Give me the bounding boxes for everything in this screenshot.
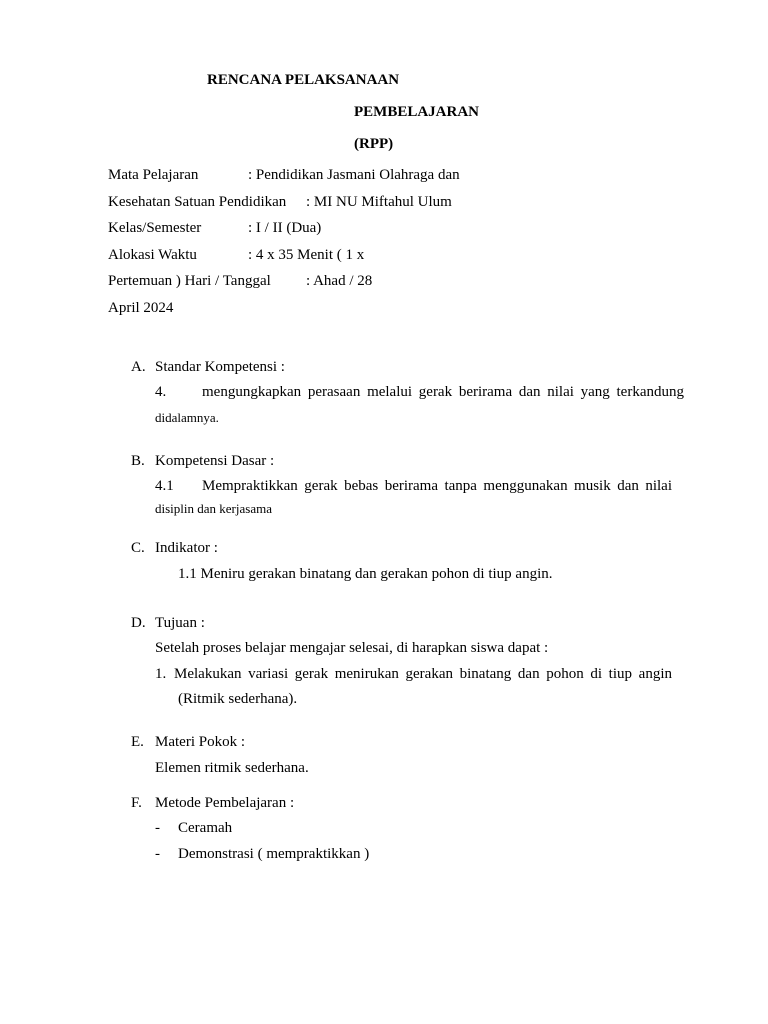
pertemuan-value: : Ahad / 28 [306, 273, 373, 289]
satuan-value: : MI NU Miftahul Ulum [306, 194, 452, 210]
section-c-item: 1.1 Meniru gerakan binatang dan gerakan pohon di tiup angin. [178, 566, 553, 582]
section-f-letter: F. [131, 795, 142, 811]
section-f-bullet: - [155, 820, 160, 836]
section-d-item-number: 1. [155, 666, 167, 682]
section-f-item-text: Demonstrasi ( mempraktikkan ) [178, 846, 370, 862]
satuan-label: Kesehatan Satuan Pendidikan [108, 194, 287, 210]
kelas-value: : I / II (Dua) [248, 220, 322, 236]
section-c-letter: C. [131, 540, 145, 556]
section-b-line-1: Mempraktikkan gerak bebas berirama tanpa menggunakan musik dan nilai [202, 478, 672, 494]
section-a-heading: Standar Kompetensi : [155, 359, 285, 375]
section-c-heading: Indikator : [155, 540, 218, 556]
section-f-bullet: - [155, 846, 160, 862]
section-e-heading: Materi Pokok : [155, 734, 245, 750]
section-a-line-1: mengungkapkan perasaan melalui gerak berirama dan nilai yang terkandung [202, 384, 684, 400]
section-f-heading: Metode Pembelajaran : [155, 795, 295, 811]
section-d-intro: Setelah proses belajar mengajar selesai, di harapkan siswa dapat : [155, 640, 549, 656]
section-b-number: 4.1 [155, 478, 174, 494]
mapel-label: Mata Pelajaran [108, 167, 199, 183]
alokasi-label: Alokasi Waktu [108, 247, 197, 263]
section-e-letter: E. [131, 734, 144, 750]
kelas-label: Kelas/Semester [108, 220, 202, 236]
title-line-1: RENCANA PELAKSANAAN [207, 72, 400, 88]
section-d-item-line-1: Melakukan variasi gerak menirukan gerakan binatang dan pohon di tiup angin [174, 666, 672, 682]
section-d-letter: D. [131, 615, 146, 631]
section-f-item-text: Ceramah [178, 820, 233, 836]
section-d-item-line-2: (Ritmik sederhana). [178, 691, 298, 707]
section-a-line-2: didalamnya. [155, 410, 219, 425]
pertemuan-label: Pertemuan ) Hari / Tanggal [108, 273, 271, 289]
section-b-heading: Kompetensi Dasar : [155, 453, 275, 469]
mapel-value: : Pendidikan Jasmani Olahraga dan [248, 167, 460, 183]
section-a-number: 4. [155, 384, 167, 400]
date-tail: April 2024 [108, 300, 174, 316]
section-d-heading: Tujuan : [155, 615, 205, 631]
section-e-content: Elemen ritmik sederhana. [155, 760, 309, 776]
section-a-letter: A. [131, 359, 146, 375]
section-b-line-2: disiplin dan kerjasama [155, 501, 272, 516]
alokasi-value: : 4 x 35 Menit ( 1 x [248, 247, 365, 263]
title-line-2: PEMBELAJARAN [354, 104, 480, 120]
section-b-letter: B. [131, 453, 145, 469]
title-line-3: (RPP) [354, 136, 394, 152]
